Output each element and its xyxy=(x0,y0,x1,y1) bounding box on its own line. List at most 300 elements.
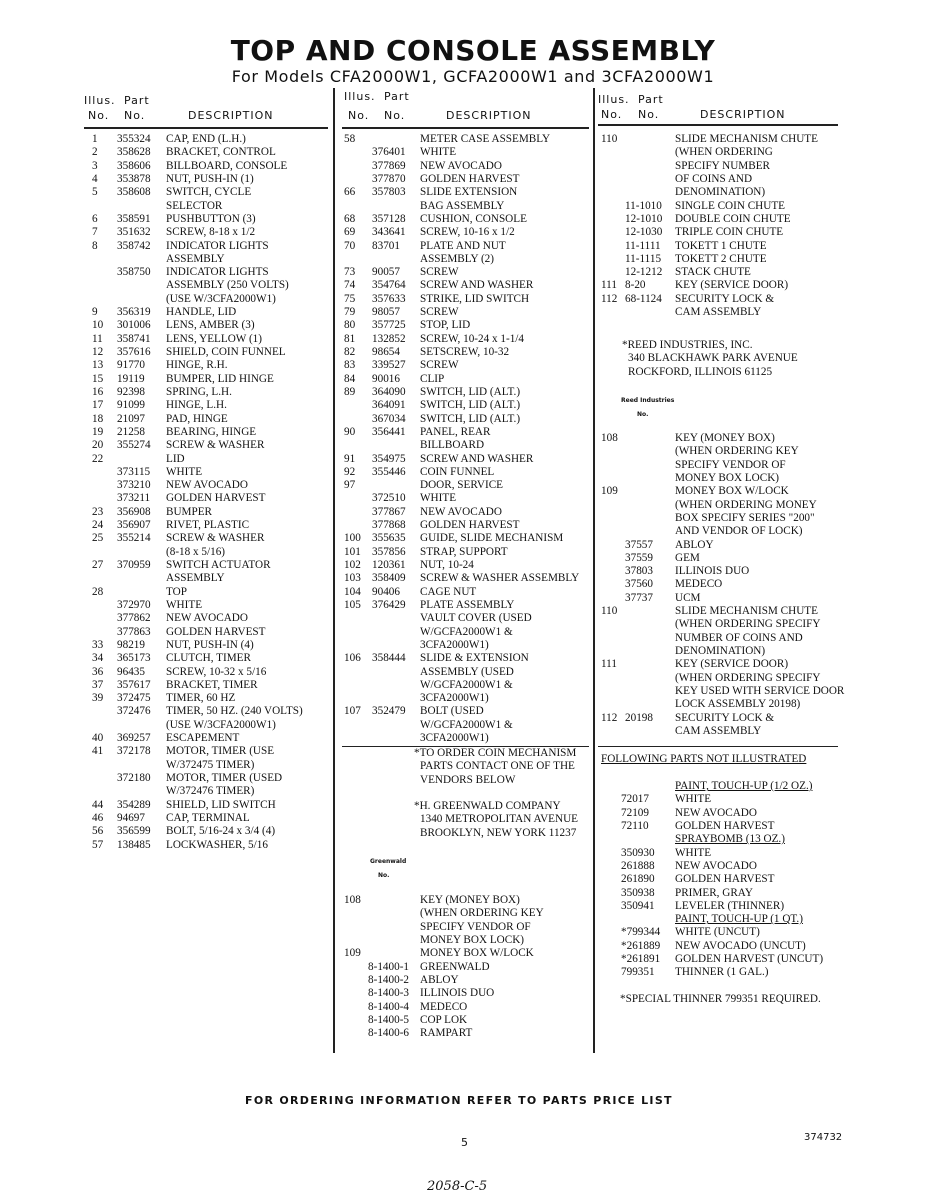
part-number: 372475 xyxy=(117,692,151,705)
header-description: DESCRIPTION xyxy=(446,109,532,122)
illus-number: 68 xyxy=(344,212,356,225)
part-number: 372476 xyxy=(117,705,151,718)
part-number: 357856 xyxy=(372,545,406,558)
part-description: TOP xyxy=(166,585,187,598)
illus-number: 20 xyxy=(92,439,104,452)
part-description: SHIELD, COIN FUNNEL xyxy=(166,346,286,358)
illus-number: 81 xyxy=(344,332,356,345)
illus-number: 82 xyxy=(344,346,356,358)
illus-number: 13 xyxy=(92,359,104,372)
part-number: 94697 xyxy=(117,811,145,824)
part-number: 21258 xyxy=(117,425,145,438)
illus-number: 107 xyxy=(344,705,361,718)
part-number: 132852 xyxy=(372,332,406,345)
note-line: 1340 METROPOLITAN AVENUE xyxy=(420,813,579,826)
part-description: DENOMINATION) xyxy=(675,645,766,657)
part-number: 358608 xyxy=(117,186,151,199)
part-description: GOLDEN HARVEST xyxy=(166,492,266,505)
part-description: AND VENDOR OF LOCK) xyxy=(675,525,803,538)
note-line: *REED INDUSTRIES, INC. xyxy=(622,339,753,351)
part-number: 98219 xyxy=(117,638,145,651)
illus-number: 9 xyxy=(92,306,98,319)
part-number: 8-1400-5 xyxy=(368,1013,410,1026)
coin-mechanism-note xyxy=(414,747,576,787)
greenwald-label-line: Greenwald xyxy=(370,858,407,865)
part-description: TIMER, 60 HZ xyxy=(166,692,236,705)
part-description: NUT, PUSH-IN (4) xyxy=(166,638,254,651)
illus-number: 34 xyxy=(92,652,104,665)
part-description: INDICATOR LIGHTS xyxy=(166,266,269,279)
part-number: 120361 xyxy=(372,559,406,571)
part-description: (USE W/3CFA2000W1) xyxy=(166,292,276,305)
part-number: 301006 xyxy=(117,319,151,332)
part-number: 91770 xyxy=(117,359,145,372)
header-description: DESCRIPTION xyxy=(700,108,786,121)
part-number: 37737 xyxy=(625,591,653,604)
part-description: NEW AVOCADO xyxy=(166,612,248,625)
part-description: 3CFA2000W1) xyxy=(420,692,489,705)
part-description: NUMBER OF COINS AND xyxy=(675,631,803,644)
illus-number: 112 xyxy=(601,711,618,724)
part-number: 358409 xyxy=(372,572,406,585)
reed-label xyxy=(621,397,674,418)
part-description: BOLT, 5/16-24 x 3/4 (4) xyxy=(166,825,276,838)
header-description: DESCRIPTION xyxy=(188,109,274,122)
illus-number: 4 xyxy=(92,172,98,185)
part-number: *261889 xyxy=(621,939,661,952)
part-description: TOKETT 1 CHUTE xyxy=(675,239,767,252)
part-description: GEM xyxy=(675,551,700,564)
part-description: RAMPART xyxy=(420,1027,473,1040)
part-description: KEY (MONEY BOX) xyxy=(675,432,775,444)
ordering-info-footer: FOR ORDERING INFORMATION REFER TO PARTS PRICE LIST xyxy=(245,1094,673,1107)
part-number: 92398 xyxy=(117,385,145,398)
part-description: SINGLE COIN CHUTE xyxy=(675,199,786,212)
part-number: 8-20 xyxy=(625,279,646,292)
header-illus: Illus. xyxy=(344,90,376,103)
part-description: PANEL, REAR xyxy=(420,425,491,438)
illus-number: 33 xyxy=(92,638,104,651)
part-number: 8-1400-2 xyxy=(368,973,410,986)
part-description: SLIDE MECHANISM CHUTE xyxy=(675,605,818,618)
part-number: 370959 xyxy=(117,559,151,571)
part-description: STOP, LID xyxy=(420,319,471,332)
part-number: 19119 xyxy=(117,372,145,385)
illus-number: 108 xyxy=(601,432,618,444)
illus-number: 8 xyxy=(92,239,98,252)
part-description: W/372475 TIMER) xyxy=(166,758,255,771)
part-description: LOCKWASHER, 5/16 xyxy=(166,838,268,851)
part-description: SLIDE & EXTENSION xyxy=(420,652,529,665)
part-description: HINGE, R.H. xyxy=(166,359,228,372)
part-description: ASSEMBLY (2) xyxy=(420,252,494,265)
part-description: VAULT COVER (USED xyxy=(420,612,532,625)
part-number: 355324 xyxy=(117,133,151,145)
part-description: NEW AVOCADO xyxy=(166,479,248,492)
part-number: 365173 xyxy=(117,652,151,665)
part-number: 356599 xyxy=(117,825,151,838)
part-description: STRIKE, LID SWITCH xyxy=(420,292,530,305)
part-description: ILLINOIS DUO xyxy=(420,987,495,1000)
part-description: SWITCH, LID (ALT.) xyxy=(420,399,521,412)
part-description: SCREW & WASHER xyxy=(166,532,265,545)
part-description: LENS, YELLOW (1) xyxy=(166,332,263,345)
part-description: (WHEN ORDERING xyxy=(675,146,773,159)
part-description: SCREW, 10-32 x 5/16 xyxy=(166,665,267,678)
part-number: 37560 xyxy=(625,578,653,591)
part-number: 358444 xyxy=(372,652,406,665)
part-description: SPECIFY VENDOR OF xyxy=(675,458,786,471)
reed-address xyxy=(622,339,798,379)
part-description: WHITE (UNCUT) xyxy=(675,926,760,939)
not-illustrated-heading: FOLLOWING PARTS NOT ILLUSTRATED xyxy=(601,753,807,765)
illus-number: 74 xyxy=(344,279,356,292)
part-description: MEDECO xyxy=(420,1000,468,1013)
part-number: 350930 xyxy=(621,846,655,859)
part-description: ASSEMBLY xyxy=(166,252,225,265)
illus-number: 6 xyxy=(92,212,98,225)
part-description: BILLBOARD, CONSOLE xyxy=(166,159,288,172)
part-number: 373210 xyxy=(117,479,151,492)
illus-number: 58 xyxy=(344,133,356,145)
part-number: 377868 xyxy=(372,519,406,532)
illus-number: 91 xyxy=(344,452,356,465)
part-description: (WHEN ORDERING KEY xyxy=(675,445,799,458)
part-description: DOOR, SERVICE xyxy=(420,479,504,492)
part-number: 372970 xyxy=(117,598,151,611)
part-number: 11-1115 xyxy=(625,252,662,265)
part-description: TOKETT 2 CHUTE xyxy=(675,252,767,265)
part-description: SHIELD, LID SWITCH xyxy=(166,798,276,811)
part-description: ESCAPEMENT xyxy=(166,732,240,745)
part-number: 357803 xyxy=(372,186,406,199)
illus-number: 92 xyxy=(344,465,356,478)
illus-number: 19 xyxy=(92,425,104,438)
part-description: NUT, 10-24 xyxy=(420,559,474,571)
part-description: CUSHION, CONSOLE xyxy=(420,212,527,225)
part-number: 355635 xyxy=(372,532,406,545)
part-description: MOTOR, TIMER (USE xyxy=(166,745,275,758)
part-description: WHITE xyxy=(166,598,203,611)
part-number: 358750 xyxy=(117,266,151,279)
reed-label-line: Reed Industries xyxy=(621,397,675,404)
part-number: 355446 xyxy=(372,465,406,478)
part-description: BILLBOARD xyxy=(420,439,485,452)
part-description: GUIDE, SLIDE MECHANISM xyxy=(420,532,564,545)
illus-number: 57 xyxy=(92,838,104,851)
part-number: 20198 xyxy=(625,711,653,724)
illus-number: 111 xyxy=(601,279,617,292)
part-number: 90057 xyxy=(372,266,400,279)
part-description: SLIDE EXTENSION xyxy=(420,186,518,199)
part-number: 377870 xyxy=(372,172,406,185)
header-rule xyxy=(598,124,838,126)
part-description: MONEY BOX W/LOCK xyxy=(675,485,789,498)
part-description: BEARING, HINGE xyxy=(166,425,257,438)
part-description: BRACKET, CONTROL xyxy=(166,146,276,159)
part-description: ASSEMBLY (USED xyxy=(420,665,514,678)
part-description: NEW AVOCADO xyxy=(420,159,502,172)
part-number: 98654 xyxy=(372,346,400,358)
part-description: SPECIFY VENDOR OF xyxy=(420,920,531,933)
part-number: 339527 xyxy=(372,359,406,372)
part-description: METER CASE ASSEMBLY xyxy=(420,133,551,145)
part-number: 261890 xyxy=(621,873,655,886)
illus-number: 100 xyxy=(344,532,361,545)
part-description: STACK CHUTE xyxy=(675,266,751,279)
part-number: 358742 xyxy=(117,239,151,252)
illus-number: 36 xyxy=(92,665,104,678)
part-description: SECURITY LOCK & xyxy=(675,292,775,305)
part-number: *799344 xyxy=(621,926,661,939)
part-number: 357633 xyxy=(372,292,406,305)
part-description: SWITCH, CYCLE xyxy=(166,186,252,199)
part-description: CAP, TERMINAL xyxy=(166,811,250,824)
part-description: GOLDEN HARVEST xyxy=(675,819,775,832)
illus-number: 11 xyxy=(92,332,103,345)
illus-number: 5 xyxy=(92,186,98,199)
part-description: CLIP xyxy=(420,372,445,385)
illus-number: 16 xyxy=(92,385,104,398)
part-description: 3CFA2000W1) xyxy=(420,638,489,651)
part-description: TRIPLE COIN CHUTE xyxy=(675,226,784,239)
note-line: PARTS CONTACT ONE OF THE xyxy=(420,760,575,773)
illus-number: 1 xyxy=(92,133,98,145)
illus-number: 109 xyxy=(601,485,618,498)
part-description: SWITCH ACTUATOR xyxy=(166,559,271,571)
part-description: SCREW & WASHER ASSEMBLY xyxy=(420,572,580,585)
part-number: 356908 xyxy=(117,505,151,518)
part-number: 11-1010 xyxy=(625,199,662,212)
header-no: No. xyxy=(88,109,110,122)
part-description: SETSCREW, 10-32 xyxy=(420,346,510,358)
part-number: 91099 xyxy=(117,399,145,412)
part-number: 12-1010 xyxy=(625,212,663,225)
part-number: 364091 xyxy=(372,399,406,412)
part-description: NEW AVOCADO xyxy=(420,505,502,518)
part-number: 377863 xyxy=(117,625,151,638)
part-number: 357617 xyxy=(117,678,151,691)
part-description: CAP, END (L.H.) xyxy=(166,133,246,145)
part-description: CAGE NUT xyxy=(420,585,477,598)
part-number: 367034 xyxy=(372,412,406,425)
illus-number: 70 xyxy=(344,239,356,252)
part-description: NEW AVOCADO xyxy=(675,806,757,819)
part-description: GOLDEN HARVEST xyxy=(420,172,520,185)
header-rule xyxy=(84,127,328,129)
illus-number: 108 xyxy=(344,894,361,906)
part-number: 12-1030 xyxy=(625,226,663,239)
part-number: 350938 xyxy=(621,886,655,899)
illus-number: 17 xyxy=(92,399,104,412)
part-number: 90016 xyxy=(372,372,400,385)
illus-number: 112 xyxy=(601,292,618,305)
illus-number: 24 xyxy=(92,519,104,532)
part-description: MEDECO xyxy=(675,578,723,591)
part-number: 364090 xyxy=(372,385,406,398)
part-description: (WHEN ORDERING SPECIFY xyxy=(675,618,821,631)
header-part: Part xyxy=(384,90,410,103)
illus-number: 102 xyxy=(344,559,361,571)
part-description: KEY (SERVICE DOOR) xyxy=(675,658,789,671)
part-number: 369257 xyxy=(117,732,151,745)
part-number: 357616 xyxy=(117,346,151,358)
part-number: 372180 xyxy=(117,772,151,784)
illus-number: 3 xyxy=(92,159,98,172)
illus-number: 10 xyxy=(92,319,104,332)
header-part: Part xyxy=(124,94,150,107)
part-description: LEVELER (THINNER) xyxy=(675,899,785,912)
note-line: 340 BLACKHAWK PARK AVENUE xyxy=(628,352,798,365)
part-number: 12-1212 xyxy=(625,266,663,279)
part-description: KEY USED WITH SERVICE DOOR xyxy=(675,684,845,697)
part-description: WHITE xyxy=(675,793,712,806)
part-description: MONEY BOX LOCK) xyxy=(675,471,779,484)
note-line: *H. GREENWALD COMPANY xyxy=(414,800,561,812)
part-number: 8-1400-4 xyxy=(368,1000,410,1013)
page-subtitle: For Models CFA2000W1, GCFA2000W1 and 3CFA2000W1 xyxy=(231,67,715,86)
illus-number: 66 xyxy=(344,186,356,199)
part-description: SLIDE MECHANISM CHUTE xyxy=(675,133,818,145)
part-description: HINGE, L.H. xyxy=(166,399,227,412)
part-number: 356441 xyxy=(372,425,406,438)
illus-number: 97 xyxy=(344,479,356,492)
part-description: 3CFA2000W1) xyxy=(420,732,489,745)
header-no: No. xyxy=(384,109,406,122)
part-number: 138485 xyxy=(117,838,151,851)
part-description: W/GCFA2000W1 & xyxy=(420,625,513,638)
greenwald-label xyxy=(370,858,406,879)
part-description: WHITE xyxy=(675,846,712,859)
illus-number: 15 xyxy=(92,372,104,385)
part-number: 377867 xyxy=(372,505,406,518)
part-number: 356907 xyxy=(117,519,151,532)
part-description: SCREW xyxy=(420,306,459,319)
illus-number: 23 xyxy=(92,505,104,518)
part-description: (USE W/3CFA2000W1) xyxy=(166,718,276,731)
part-number: 72017 xyxy=(621,793,649,806)
part-number: 96435 xyxy=(117,665,145,678)
part-description: BUMPER xyxy=(166,505,213,518)
part-description: NEW AVOCADO xyxy=(675,859,757,872)
part-number: 376401 xyxy=(372,146,406,159)
illus-number: 7 xyxy=(92,226,98,239)
note-line: BROOKLYN, NEW YORK 11237 xyxy=(420,826,577,839)
part-number: 11-1111 xyxy=(625,239,661,252)
part-number: 8-1400-3 xyxy=(368,987,410,1000)
part-number: 37557 xyxy=(625,538,653,551)
part-description: CAM ASSEMBLY xyxy=(675,724,762,737)
header-part: Part xyxy=(638,93,664,106)
part-description: LOCK ASSEMBLY 20198) xyxy=(675,698,801,711)
part-description: HANDLE, LID xyxy=(166,306,237,319)
part-number: 90406 xyxy=(372,585,400,598)
illus-number: 12 xyxy=(92,346,104,358)
illus-number: 106 xyxy=(344,652,361,665)
part-description: PAINT, TOUCH-UP (1 QT.) xyxy=(675,913,803,926)
illus-number: 39 xyxy=(92,692,104,705)
greenwald-label-line: No. xyxy=(378,872,390,879)
illus-number: 69 xyxy=(344,226,356,239)
illus-number: 22 xyxy=(92,452,104,465)
illus-number: 80 xyxy=(344,319,356,332)
part-description: SWITCH, LID (ALT.) xyxy=(420,412,521,425)
part-description: W/GCFA2000W1 & xyxy=(420,678,513,691)
part-description: ILLINOIS DUO xyxy=(675,565,750,578)
part-number: 8-1400-6 xyxy=(368,1027,410,1040)
part-description: COIN FUNNEL xyxy=(420,465,495,478)
illus-number: 111 xyxy=(601,658,617,671)
part-description: MONEY BOX LOCK) xyxy=(420,933,524,946)
part-description: PAD, HINGE xyxy=(166,412,228,425)
part-number: 352479 xyxy=(372,705,406,718)
part-description: WHITE xyxy=(420,492,457,505)
illus-number: 79 xyxy=(344,306,356,319)
illus-number: 41 xyxy=(92,745,104,758)
illus-number: 84 xyxy=(344,372,356,385)
part-number: 355274 xyxy=(117,439,151,452)
part-description: SCREW xyxy=(420,359,459,372)
part-description: BUMPER, LID HINGE xyxy=(166,372,274,385)
handwritten-annotation: 2058-C-5 xyxy=(427,1179,488,1194)
part-number: 37803 xyxy=(625,565,653,578)
part-description: SPECIFY NUMBER xyxy=(675,159,771,172)
part-description: GOLDEN HARVEST xyxy=(420,519,520,532)
illus-number: 46 xyxy=(92,811,104,824)
illus-number: 40 xyxy=(92,732,104,745)
part-description: SCREW AND WASHER xyxy=(420,452,534,465)
column-divider xyxy=(333,88,335,1053)
illus-number: 109 xyxy=(344,947,361,960)
part-description: SCREW, 8-18 x 1/2 xyxy=(166,226,256,239)
part-description: UCM xyxy=(675,591,701,604)
part-number: 357725 xyxy=(372,319,406,332)
part-description: SCREW, 10-24 x 1-1/4 xyxy=(420,332,525,345)
header-no: No. xyxy=(124,109,146,122)
part-description: COP LOK xyxy=(420,1013,468,1026)
page-title: TOP AND CONSOLE ASSEMBLY xyxy=(230,34,716,67)
part-number: 72109 xyxy=(621,806,649,819)
illus-number: 44 xyxy=(92,798,104,811)
part-description: SCREW xyxy=(420,266,459,279)
illus-number: 2 xyxy=(92,146,98,159)
part-description: CLUTCH, TIMER xyxy=(166,652,251,665)
part-description: SCREW, 10-16 x 1/2 xyxy=(420,226,515,239)
part-number: 21097 xyxy=(117,412,145,425)
part-number: 358628 xyxy=(117,146,151,159)
part-description: GOLDEN HARVEST xyxy=(166,625,266,638)
part-number: 358591 xyxy=(117,212,151,225)
part-number: 373211 xyxy=(117,492,151,505)
part-number: 356319 xyxy=(117,306,151,319)
illus-number: 90 xyxy=(344,425,356,438)
part-number: 8-1400-1 xyxy=(368,960,410,973)
part-number: 354764 xyxy=(372,279,406,292)
part-number: 354975 xyxy=(372,452,406,465)
illus-number: 105 xyxy=(344,598,361,611)
special-thinner-note: *SPECIAL THINNER 799351 REQUIRED. xyxy=(620,993,821,1005)
part-description: PLATE AND NUT xyxy=(420,239,506,252)
part-description: MONEY BOX W/LOCK xyxy=(420,947,534,960)
part-number: 372178 xyxy=(117,745,151,758)
illus-number: 18 xyxy=(92,412,104,425)
header-illus: Illus. xyxy=(84,94,116,107)
part-description: BRACKET, TIMER xyxy=(166,678,258,691)
part-number: 358741 xyxy=(117,332,151,345)
illus-number: 37 xyxy=(92,678,104,691)
part-description: (WHEN ORDERING KEY xyxy=(420,907,544,920)
part-description: PLATE ASSEMBLY xyxy=(420,598,515,611)
